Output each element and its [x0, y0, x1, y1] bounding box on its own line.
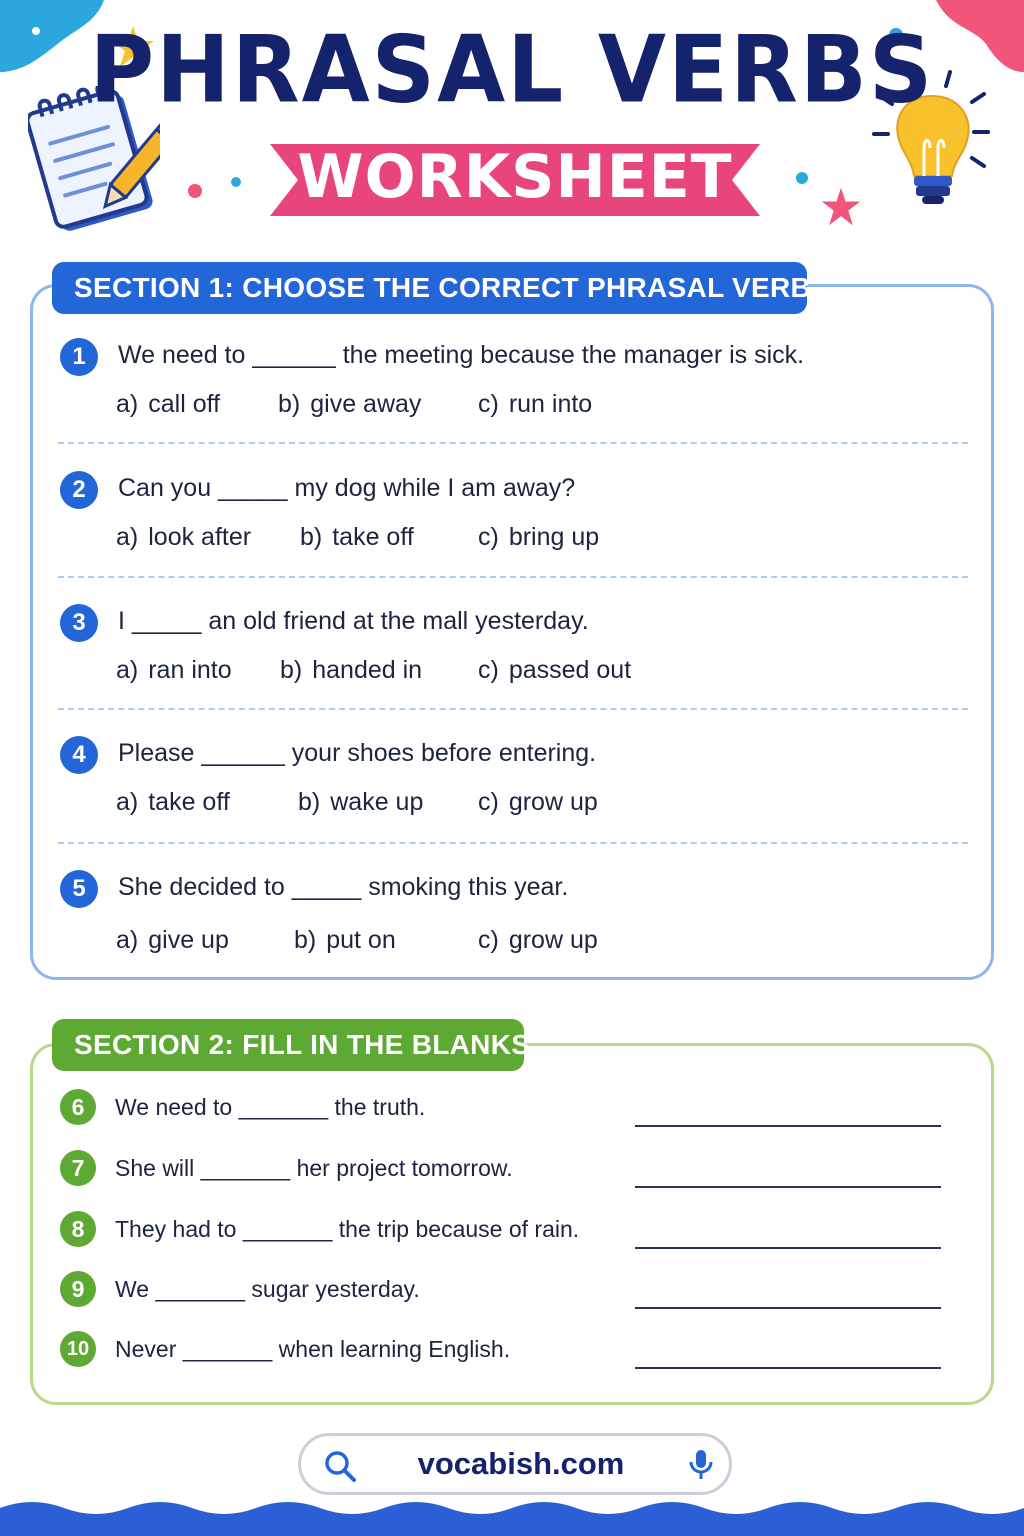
question-number-badge: 8 — [60, 1211, 96, 1247]
answer-option-b[interactable]: b) put on — [294, 926, 396, 954]
question-number-badge: 10 — [60, 1331, 96, 1367]
fill-blank-item — [58, 1150, 948, 1190]
search-bar[interactable] — [298, 1433, 732, 1495]
microphone-icon[interactable] — [687, 1448, 715, 1482]
question-number-badge: 4 — [60, 736, 98, 774]
search-text[interactable]: vocabish.com — [417, 1446, 625, 1481]
answer-option-c[interactable]: c) grow up — [478, 788, 598, 816]
question-number-badge: 6 — [60, 1089, 96, 1125]
answer-option-c[interactable]: c) run into — [478, 390, 593, 418]
answer-option-b[interactable]: b) give away — [278, 390, 422, 418]
answer-line[interactable] — [635, 1367, 941, 1369]
answer-option-a[interactable]: a) look after — [116, 523, 252, 551]
answer-option-c[interactable]: c) passed out — [478, 656, 632, 684]
question-text: She will _______ her project tomorrow. — [115, 1155, 513, 1181]
answer-option-b[interactable]: b) take off — [300, 523, 414, 551]
question-number-badge: 7 — [60, 1150, 96, 1186]
bottom-wave-decoration — [0, 1494, 1024, 1536]
fill-blank-item — [58, 1271, 948, 1311]
dashed-divider — [58, 576, 968, 578]
question-text: We _______ sugar yesterday. — [115, 1276, 420, 1302]
answer-option-c[interactable]: c) bring up — [478, 523, 600, 551]
answer-option-a[interactable]: a) give up — [116, 926, 229, 954]
answer-line[interactable] — [635, 1307, 941, 1309]
fill-blank-item — [58, 1331, 948, 1371]
worksheet-title: PHRASAL VERBS — [89, 15, 935, 124]
answer-line[interactable] — [635, 1247, 941, 1249]
section-1-label: SECTION 1: CHOOSE THE CORRECT PHRASAL VERB — [52, 262, 807, 314]
answer-option-a[interactable]: a) ran into — [116, 656, 232, 684]
question-text: We need to _______ the truth. — [115, 1094, 426, 1120]
answer-line[interactable] — [635, 1125, 941, 1127]
fill-blank-item — [58, 1211, 948, 1251]
question-number-badge: 9 — [60, 1271, 96, 1307]
worksheet-subtitle: WORKSHEET — [297, 142, 733, 212]
question-number-badge: 3 — [60, 604, 98, 642]
answer-option-b[interactable]: b) handed in — [280, 656, 423, 684]
dashed-divider — [58, 708, 968, 710]
answer-option-a[interactable]: a) call off — [116, 390, 221, 418]
question-text: Please ______ your shoes before entering. — [118, 739, 597, 767]
question-number-badge: 1 — [60, 338, 98, 376]
answer-option-c[interactable]: c) grow up — [478, 926, 598, 954]
question-text: We need to ______ the meeting because the manager is sick. — [118, 341, 805, 369]
question-text: They had to _______ the trip because of rain. — [115, 1216, 580, 1242]
section-2-label: SECTION 2: FILL IN THE BLANKS — [52, 1019, 524, 1071]
dashed-divider — [58, 442, 968, 444]
answer-option-b[interactable]: b) wake up — [298, 788, 424, 816]
dot-decoration — [186, 176, 246, 200]
answer-line[interactable] — [635, 1186, 941, 1188]
question-text: Can you _____ my dog while I am away? — [118, 474, 576, 502]
search-icon[interactable] — [323, 1449, 357, 1483]
fill-blank-item — [58, 1089, 948, 1129]
answer-option-a[interactable]: a) take off — [116, 788, 230, 816]
question-number-badge: 5 — [60, 870, 98, 908]
dashed-divider — [58, 842, 968, 844]
question-text: I _____ an old friend at the mall yesterday. — [118, 607, 589, 635]
question-text: Never _______ when learning English. — [115, 1336, 511, 1362]
question-text: She decided to _____ smoking this year. — [118, 873, 569, 901]
question-number-badge: 2 — [60, 471, 98, 509]
